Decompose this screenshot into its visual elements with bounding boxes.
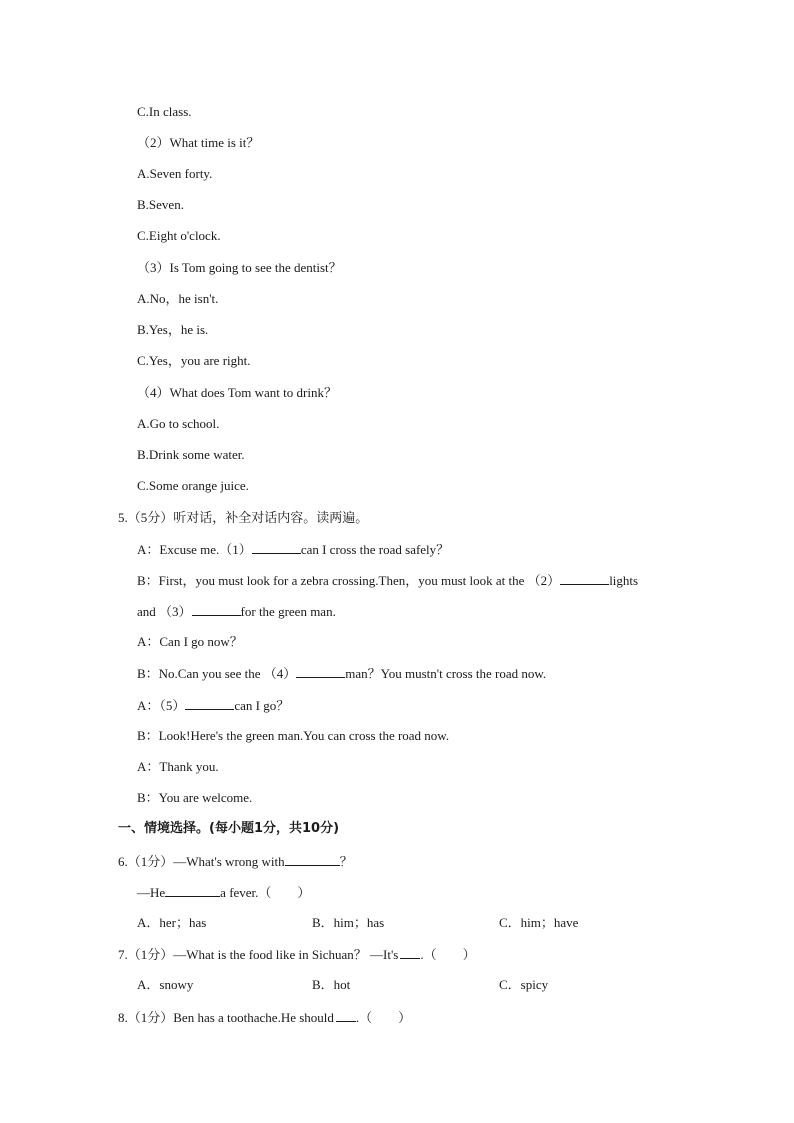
section-heading: 一、情境选择。(每小题1分，共10分)	[118, 821, 340, 836]
q5-line-2-text-a: B：First，you must look for a zebra crossing.Then，you must look at the （2）	[137, 573, 561, 588]
q4-subquestion-3: （3）Is Tom going to see the dentist？	[137, 260, 342, 275]
q5-line-1-text-a: A：Excuse me.（1）	[137, 542, 252, 557]
q4-option-3a: A.No，he isn't.	[137, 291, 219, 306]
q5-line-1-text-b: can I cross the road safely？	[300, 542, 450, 557]
q4-option-2b: B.Seven.	[137, 197, 184, 212]
q5-line-6-text-a: A：（5）	[137, 698, 186, 713]
blank-4[interactable]	[296, 665, 345, 678]
q5-line-2	[137, 572, 638, 589]
q4-option-4a: A.Go to school.	[137, 416, 220, 431]
q5-line-5	[137, 665, 546, 682]
q6-blank-2[interactable]	[165, 884, 220, 897]
q5-line-3-text-b: for the green man.	[240, 604, 336, 619]
q7-blank[interactable]	[400, 946, 420, 959]
q5-line-6-text-b: can I go？	[234, 698, 290, 713]
q7-stem	[118, 946, 476, 963]
blank-2[interactable]	[560, 572, 609, 585]
q5-line-5-text-b: man？You mustn't cross the road now.	[345, 666, 547, 681]
q7-option-b[interactable]: B．hot	[312, 977, 351, 992]
q5-line-7: B：Look!Here's the green man.You can cross the road now.	[137, 728, 450, 743]
q6-blank-1[interactable]	[285, 853, 340, 866]
q7-stem-text-a: 7.（1分）—What is the food like in Sichuan？ —It's	[118, 947, 399, 962]
q6-option-b[interactable]: B．him；has	[312, 915, 385, 930]
blank-1[interactable]	[252, 541, 301, 554]
q4-option-4b: B.Drink some water.	[137, 447, 245, 462]
q7-option-a[interactable]: A．snowy	[137, 977, 194, 992]
q4-subquestion-2: （2）What time is it？	[137, 135, 260, 150]
q4-subquestion-4: （4）What does Tom want to drink？	[137, 385, 337, 400]
q8-stem	[118, 1009, 411, 1026]
q7-stem-text-b: .（ ）	[420, 947, 476, 962]
q5-line-6	[137, 697, 289, 714]
q5-line-4: A：Can I go now？	[137, 634, 243, 649]
q8-blank[interactable]	[336, 1009, 356, 1022]
q4-option-4c: C.Some orange juice.	[137, 478, 249, 493]
q5-line-1	[137, 541, 449, 558]
q8-stem-text-a: 8.（1分）Ben has a toothache.He should	[118, 1010, 334, 1025]
q4-option-2c: C.Eight o'clock.	[137, 228, 221, 243]
q5-line-9: B：You are welcome.	[137, 790, 253, 805]
q6-line-2	[137, 884, 310, 901]
q7-option-c[interactable]: C．spicy	[499, 977, 549, 992]
q8-stem-text-b: .（ ）	[355, 1010, 412, 1025]
q5-line-5-text-a: B：No.Can you see the （4）	[137, 666, 297, 681]
q4-option-3c: C.Yes，you are right.	[137, 353, 251, 368]
q5-line-8: A：Thank you.	[137, 759, 219, 774]
q5-line-2-text-b: lights	[609, 573, 639, 588]
q4-option-3b: B.Yes，he is.	[137, 322, 209, 337]
q5-title: 5.（5分）听对话，补全对话内容。读两遍。	[118, 510, 369, 525]
blank-3[interactable]	[192, 603, 241, 616]
q6-stem	[118, 853, 353, 870]
q6-line-2-text-b: a fever.（ ）	[220, 885, 311, 900]
q6-stem-text-a: 6.（1分）—What's wrong with	[118, 854, 285, 869]
q5-line-3	[137, 603, 336, 620]
q6-stem-text-b: ？	[339, 854, 353, 869]
q4-option-2a: A.Seven forty.	[137, 166, 213, 181]
q6-option-a[interactable]: A．her；has	[137, 915, 207, 930]
blank-5[interactable]	[185, 697, 234, 710]
q6-line-2-text-a: —He	[137, 885, 166, 900]
q4-option-1c: C.In class.	[137, 104, 192, 119]
q5-line-3-text-a: and （3）	[137, 604, 192, 619]
q6-option-c[interactable]: C．him；have	[499, 915, 579, 930]
